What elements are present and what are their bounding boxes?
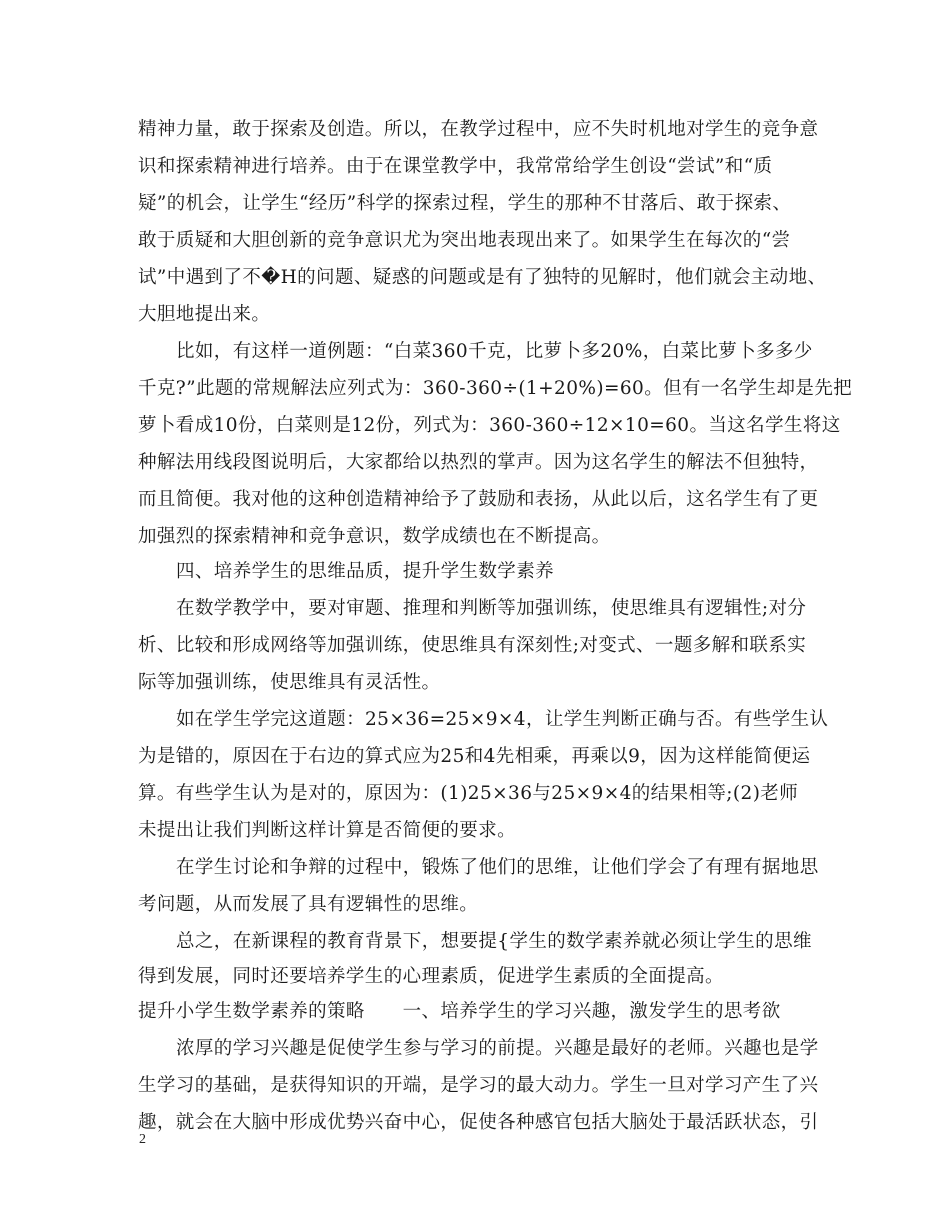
paragraph-line: 总之，在新课程的教育背景下，想要提{学生的数学素养就必须让学生的思维 — [176, 931, 812, 952]
paragraph-line: 算。有些学生认为是对的，原因为：(1)25×36与25×9×4的结果相等;(2)老师 — [138, 783, 799, 804]
paragraph-line: 加强烈的探索精神和竞争意识，数学成绩也在不断提高。 — [138, 526, 611, 547]
paragraph-line: 识和探索精神进行培养。由于在课堂教学中，我常常给学生创设“尝试”和“质 — [138, 156, 773, 177]
paragraph-line: 浓厚的学习兴趣是促使学生参与学习的前提。兴趣是最好的老师。兴趣也是学 — [176, 1038, 819, 1059]
paragraph-line: 种解法用线段图说明后，大家都给以热烈的掌声。因为这名学生的解法不但独特， — [138, 452, 819, 473]
paragraph-line: 比如，有这样一道例题：“白菜360千克，比萝卜多20%，白菜比萝卜多多少 — [176, 341, 813, 362]
paragraph-line: 精神力量，敢于探索及创造。所以，在教学过程中，应不失时机地对学生的竞争意 — [138, 119, 819, 140]
paragraph-line: 未提出让我们判断这样计算是否简便的要求。 — [138, 820, 517, 841]
paragraph-line: 疑”的机会，让学生“经历”科学的探索过程，学生的那种不甘落后、敢于探索、 — [138, 193, 792, 214]
section-heading: 提升小学生数学素养的策略 一、培养学生的学习兴趣，激发学生的思考欲 — [138, 1001, 781, 1022]
page-number: 2 — [139, 1132, 146, 1147]
paragraph-line: 大胆地提出来。 — [138, 304, 271, 325]
paragraph-line: 萝卜看成10份，白菜则是12份，列式为：360-360÷12×10=60。当这名学生将这 — [138, 415, 841, 436]
paragraph-line: 在学生讨论和争辩的过程中，锻炼了他们的思维，让他们学会了有理有据地思 — [176, 857, 819, 878]
paragraph-line: 得到发展，同时还要培养学生的心理素质，促进学生素质的全面提高。 — [138, 966, 724, 987]
paragraph-line: 趣，就会在大脑中形成优势兴奋中心，促使各种感官包括大脑处于最活跃状态，引 — [138, 1112, 819, 1133]
paragraph-line: 试”中遇到了不�H的问题、疑惑的问题或是有了独特的见解时，他们就会主动地、 — [138, 267, 827, 288]
paragraph-line: 而且简便。我对他的这种创造精神给予了鼓励和表扬，从此以后，这名学生有了更 — [138, 489, 819, 510]
paragraph-line: 敢于质疑和大胆创新的竞争意识尤为突出地表现出来了。如果学生在每次的“尝 — [138, 230, 791, 251]
paragraph-line: 如在学生学完这道题：25×36=25×9×4，让学生判断正确与否。有些学生认 — [176, 709, 829, 730]
paragraph-line: 析、比较和形成网络等加强训练，使思维具有深刻性;对变式、一题多解和联系实 — [138, 635, 807, 656]
paragraph-line: 生学习的基础，是获得知识的开端，是学习的最大动力。学生一旦对学习产生了兴 — [138, 1075, 819, 1096]
paragraph-line: 为是错的，原因在于右边的算式应为25和4先相乘，再乘以9，因为这样能简便运 — [138, 746, 811, 767]
paragraph-line: 千克?”此题的常规解法应列式为：360-360÷(1+20%)=60。但有一名学生却是先把 — [138, 378, 853, 399]
section-heading: 四、培养学生的思维品质，提升学生数学素养 — [176, 561, 555, 582]
paragraph-line: 际等加强训练，使思维具有灵活性。 — [138, 672, 441, 693]
paragraph-line: 在数学教学中，要对审题、推理和判断等加强训练，使思维具有逻辑性;对分 — [176, 598, 807, 619]
paragraph-line: 考问题，从而发展了具有逻辑性的思维。 — [138, 894, 479, 915]
